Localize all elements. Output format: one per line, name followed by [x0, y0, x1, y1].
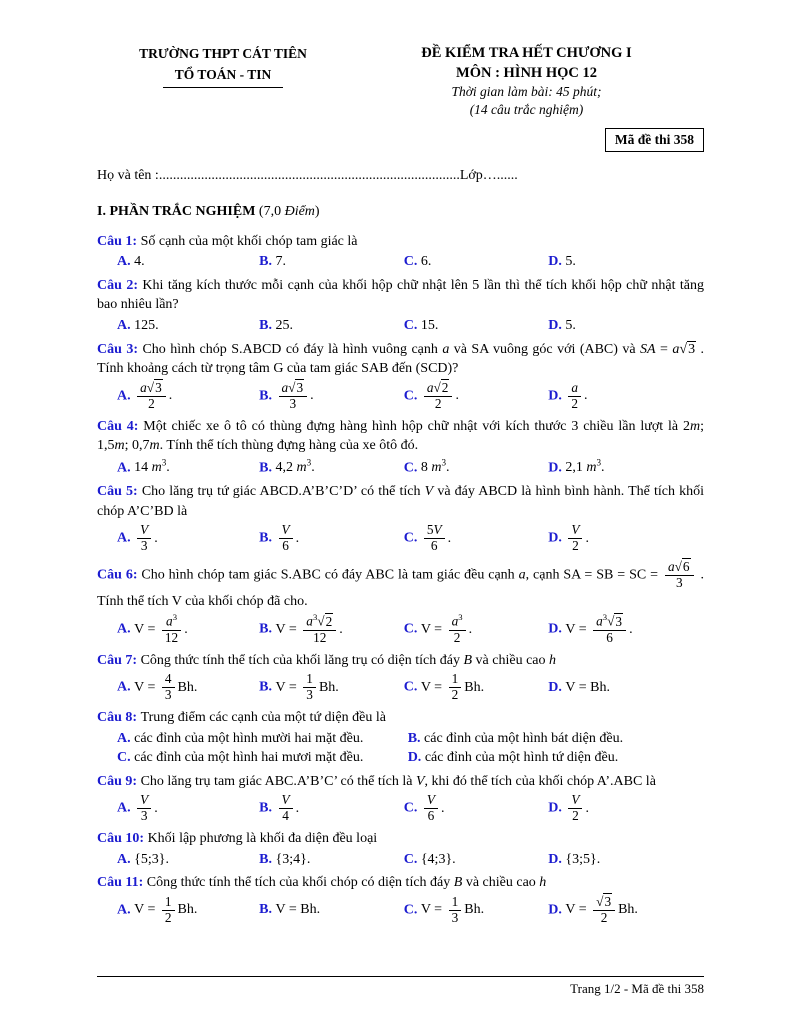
fraction: $\frac{a^3}{12}$ [162, 613, 181, 645]
fraction: $\frac{4}{3}$ [162, 672, 175, 703]
option-d [548, 850, 704, 870]
options-row [97, 522, 704, 555]
option-label: C. [117, 750, 135, 766]
option-content: {4;3}. [420, 851, 456, 867]
options-row [97, 316, 704, 336]
option-c [404, 850, 543, 870]
option-d [548, 612, 704, 646]
option-content: $\frac{V}{4}$ . [276, 801, 300, 816]
school-block [97, 44, 349, 120]
option-b [259, 522, 398, 555]
fraction: $\frac{V}{6}$ [424, 793, 438, 824]
page-footer [97, 976, 704, 998]
option-label: D. [548, 388, 566, 404]
option-content: V = $\frac{√3}{2}$ Bh. [565, 893, 638, 925]
option-a [117, 792, 253, 825]
exam-subject: MÔN : HÌNH HỌC 12 [456, 64, 597, 81]
option-label: A. [117, 851, 135, 867]
option-label: B. [259, 621, 276, 637]
question-2 [97, 276, 704, 336]
option-label: B. [259, 851, 276, 867]
option-a [117, 380, 253, 413]
department-name: TỔ TOÁN - TIN [163, 65, 283, 88]
fraction: $\frac{1}{2}$ [449, 672, 462, 703]
option-label: A. [117, 318, 135, 334]
option-content: V = $\frac{a^3}{12}$ . [134, 612, 188, 645]
option-label: A. [117, 254, 135, 270]
fraction: $\frac{a√2}{2}$ [424, 381, 453, 412]
option-d [548, 894, 704, 927]
option-label: B. [259, 902, 276, 918]
footer-text: Trang 1/2 - Mã đề thi 358 [570, 980, 704, 996]
fraction: $\frac{a√6}{3}$ [665, 560, 694, 591]
options-row [97, 792, 704, 825]
option-content: V = $\frac{a^3√2}{12}$ . [275, 612, 343, 645]
question-9 [97, 772, 704, 825]
question-1 [97, 232, 704, 272]
question-number: Câu 2: [97, 277, 143, 293]
option-label: A. [117, 679, 135, 695]
question-number: Câu 8: [97, 709, 141, 725]
option-content: các đỉnh của một hình mười hai mặt đều. [134, 730, 364, 746]
option-label: A. [117, 800, 135, 816]
question-text: Câu 10: Khối lập phương là khối đa diện đều loại [97, 831, 378, 847]
option-a [117, 729, 402, 749]
question-number: Câu 9: [97, 773, 141, 789]
question-text: Câu 11: Công thức tính thể tích của khối chóp có diện tích đáy B và chiều cao h [97, 875, 547, 891]
option-content: V = $\frac{1}{3}$ Bh. [275, 671, 339, 703]
option-label: C. [403, 621, 421, 637]
option-label: B. [259, 800, 276, 816]
option-content: $\frac{a√3}{2}$ . [134, 388, 172, 403]
option-a [117, 522, 253, 555]
fraction: $\frac{5V}{6}$ [424, 523, 445, 554]
fraction: $\frac{a}{2}$ [568, 381, 581, 412]
option-content: các đỉnh của một hình hai mươi mặt đều. [134, 750, 364, 766]
question-8 [97, 708, 704, 768]
fraction: $\frac{1}{3}$ [449, 895, 462, 926]
option-content: $\frac{V}{2}$ . [565, 531, 589, 546]
sqrt-expression: √3 [596, 893, 612, 909]
option-label: B. [407, 730, 425, 746]
options-row [97, 380, 704, 413]
option-label: C. [403, 388, 421, 404]
question-text: Câu 5: Cho lăng trụ tứ giác ABCD.A’B’C’D’ có thể tích V và đáy ABCD là hình bình hành. Thể tích khối chóp A’C’BD là [97, 484, 704, 519]
options-row [97, 252, 704, 272]
option-a [117, 612, 253, 646]
option-content: 15. [420, 318, 439, 334]
option-a [117, 850, 253, 870]
option-content: V = $\frac{a^3√3}{6}$ . [565, 612, 633, 645]
header [97, 44, 704, 120]
question-4 [97, 417, 704, 478]
option-content: V = $\frac{1}{3}$ Bh. [420, 893, 485, 925]
fraction: $\frac{V}{2}$ [568, 793, 582, 824]
option-content: 25. [275, 318, 294, 334]
option-content: V = Bh. [565, 679, 610, 695]
exam-code-box: Mã đề thi 358 [605, 128, 704, 153]
option-content: 6. [420, 254, 432, 270]
option-content: 4. [134, 254, 145, 270]
question-text: Câu 8: Trung điểm các cạnh của một tứ diện đều là [97, 709, 386, 725]
options-row [97, 894, 704, 927]
option-c [404, 612, 543, 646]
question-number: Câu 11: [97, 875, 147, 891]
option-label: A. [117, 530, 135, 546]
question-text: Câu 7: Công thức tính thể tích của khối lăng trụ có diện tích đáy B và chiều cao h [97, 652, 556, 668]
sqrt-expression: √2 [317, 613, 333, 629]
option-label: B. [259, 460, 276, 476]
exam-title-block [349, 44, 704, 120]
option-c [404, 316, 543, 336]
option-label: D. [548, 851, 566, 867]
option-content: {3;5}. [565, 851, 601, 867]
option-label: A. [117, 902, 135, 918]
option-label: C. [403, 679, 421, 695]
option-content: 5. [565, 254, 576, 270]
option-content: các đỉnh của một hình bát diện đều. [424, 730, 624, 746]
exam-code-row [97, 128, 704, 153]
option-content: V = Bh. [275, 902, 321, 918]
option-label: B. [259, 388, 276, 404]
option-content: $\frac{a√2}{2}$ . [421, 388, 459, 403]
question-text: Câu 9: Cho lăng trụ tam giác ABC.A’B’C’ có thể tích là V, khi đó thể tích của khối chóp A’.ABC là [97, 773, 656, 789]
options-row [97, 457, 704, 478]
question-number: Câu 5: [97, 484, 142, 500]
option-content: $\frac{5V}{6}$ . [421, 531, 451, 546]
option-label: A. [117, 730, 135, 746]
question-text: Câu 1: Số cạnh của một khối chóp tam giác là [97, 233, 358, 249]
sqrt-expression: √2 [433, 379, 449, 395]
fraction: $\frac{V}{3}$ [137, 793, 151, 824]
option-c [404, 792, 543, 825]
option-b [259, 380, 398, 413]
option-content: {3;4}. [275, 851, 311, 867]
options-row [97, 671, 704, 704]
sqrt-expression: √3 [146, 379, 162, 395]
option-d [548, 522, 704, 555]
option-content: $\frac{a√3}{3}$ . [276, 388, 314, 403]
option-label: A. [117, 460, 135, 476]
fraction: $\frac{V}{3}$ [137, 523, 151, 554]
option-content: $\frac{V}{3}$ . [134, 531, 158, 546]
exam-time: Thời gian làm bài: 45 phút; [451, 84, 602, 100]
option-d [548, 792, 704, 825]
question-number: Câu 7: [97, 652, 141, 668]
option-b [259, 252, 398, 272]
section-heading: I. PHẦN TRẮC NGHIỆM (7,0 Điểm) [97, 204, 320, 220]
fraction: $\frac{√3}{2}$ [593, 895, 615, 926]
option-label: D. [548, 679, 566, 695]
option-b [259, 792, 398, 825]
option-content: 7. [275, 254, 287, 270]
option-content: V = $\frac{a^3}{2}$ . [420, 612, 473, 645]
option-content: 5. [565, 318, 576, 334]
sqrt-expression: √3 [288, 379, 304, 395]
option-b [259, 612, 398, 646]
option-d [548, 457, 704, 478]
question-11 [97, 873, 704, 926]
question-6 [97, 559, 704, 647]
option-b [259, 900, 398, 920]
options-row [97, 612, 704, 646]
option-content: 2,1 $m^3$. [565, 457, 605, 476]
question-number: Câu 6: [97, 567, 142, 583]
option-d [548, 316, 704, 336]
option-content: $\frac{V}{6}$ . [276, 531, 300, 546]
option-content: 8 $m^3$. [420, 457, 450, 476]
option-a [117, 316, 253, 336]
option-content: $\frac{V}{6}$ . [421, 801, 445, 816]
option-d [548, 678, 704, 698]
option-label: D. [548, 800, 566, 816]
fraction: $\frac{a^3}{2}$ [449, 613, 466, 645]
fraction: $\frac{V}{2}$ [568, 523, 582, 554]
option-c [117, 748, 402, 768]
question-number: Câu 1: [97, 233, 141, 249]
option-b [259, 850, 398, 870]
option-c [404, 252, 543, 272]
option-content: 14 $m^3$. [134, 457, 170, 476]
fraction: $\frac{a√3}{2}$ [137, 381, 166, 412]
option-label: D. [548, 254, 566, 270]
option-content: V = $\frac{1}{2}$ Bh. [134, 893, 198, 925]
option-label: B. [259, 318, 276, 334]
option-label: C. [403, 530, 421, 546]
option-content: $\frac{a}{2}$ . [565, 388, 587, 403]
option-label: A. [117, 388, 135, 404]
option-a [117, 671, 253, 704]
option-c [404, 380, 543, 413]
option-label: D. [548, 902, 566, 918]
option-content: 4,2 $m^3$. [275, 457, 315, 476]
sqrt-expression: √3 [607, 613, 623, 629]
fraction: $\frac{a^3√2}{12}$ [303, 613, 336, 645]
question-list [97, 232, 704, 927]
option-label: D. [548, 460, 566, 476]
option-c [404, 894, 543, 927]
option-content: $\frac{V}{2}$ . [565, 801, 589, 816]
school-name: TRƯỜNG THPT CÁT TIÊN [139, 46, 307, 61]
question-text: Câu 6: Cho hình chóp tam giác S.ABC có đáy ABC là tam giác đều cạnh a, cạnh SA = SB = SC = $\frac{a√6}{3}$ . Tính thể tích V của khối chóp đã cho. [97, 558, 704, 609]
option-label: D. [548, 318, 566, 334]
option-label: C. [403, 902, 421, 918]
option-content: 125. [134, 318, 159, 334]
option-content: {5;3}. [134, 851, 169, 867]
option-label: C. [403, 851, 421, 867]
exam-note: (14 câu trắc nghiệm) [469, 102, 584, 118]
option-label: A. [117, 621, 135, 637]
option-label: C. [403, 318, 421, 334]
option-content: các đỉnh của một hình tứ diện đều. [424, 750, 619, 766]
options-row [97, 850, 704, 870]
options-row [97, 729, 704, 768]
exam-title: ĐỀ KIỂM TRA HẾT CHƯƠNG I [421, 45, 632, 61]
option-b [259, 316, 398, 336]
name-line: Họ và tên :......................................................................................Lớp…...... [97, 168, 518, 184]
fraction: $\frac{V}{4}$ [279, 793, 293, 824]
option-label: C. [403, 254, 421, 270]
option-c [404, 457, 543, 478]
fraction: $\frac{a√3}{3}$ [279, 381, 308, 412]
question-10 [97, 829, 704, 869]
option-label: B. [259, 530, 276, 546]
option-content: $\frac{V}{3}$ . [134, 801, 158, 816]
option-b [259, 457, 398, 478]
question-3 [97, 340, 704, 413]
question-text: Câu 2: Khi tăng kích thước mỗi cạnh của khối hộp chữ nhật lên 5 lần thì thể tích khối hộp chữ nhật tăng bao nhiêu lần? [97, 277, 704, 313]
option-label: D. [548, 530, 566, 546]
option-label: B. [259, 679, 276, 695]
option-c [404, 522, 543, 555]
fraction: $\frac{1}{3}$ [303, 672, 316, 703]
option-label: D. [548, 621, 566, 637]
option-d [408, 748, 704, 768]
option-content: V = $\frac{1}{2}$ Bh. [420, 671, 485, 703]
question-number: Câu 4: [97, 418, 144, 434]
option-b [408, 729, 704, 749]
question-text: Câu 3: Cho hình chóp S.ABCD có đáy là hình vuông cạnh a và SA vuông góc với (ABC) và SA = a√3 . Tính khoảng cách từ trọng tâm G của tam giác SAB đến (SCD)? [97, 341, 705, 377]
option-label: B. [259, 254, 276, 270]
question-7 [97, 651, 704, 704]
option-label: D. [407, 750, 425, 766]
option-b [259, 671, 398, 704]
option-d [548, 380, 704, 413]
sqrt-expression: √3 [679, 341, 696, 357]
sqrt-expression: √6 [674, 558, 690, 574]
option-c [404, 671, 543, 704]
fraction: $\frac{1}{2}$ [162, 895, 175, 926]
question-number: Câu 3: [97, 341, 143, 357]
option-a [117, 457, 253, 478]
question-text: Câu 4: Một chiếc xe ô tô có thùng đựng hàng hình hộp chữ nhật với kích thước 3 chiều lần lượt là 2m; 1,5m; 0,7m. Tính thể tích thùng đựng hàng của xe ôtô đó. [97, 418, 704, 454]
option-a [117, 252, 253, 272]
question-5 [97, 482, 704, 555]
option-label: C. [403, 800, 421, 816]
fraction: $\frac{a^3√3}{6}$ [593, 613, 626, 645]
question-number: Câu 10: [97, 831, 148, 847]
option-content: V = $\frac{4}{3}$ Bh. [134, 671, 198, 703]
option-label: C. [403, 460, 421, 476]
option-a [117, 894, 253, 927]
option-d [548, 252, 704, 272]
fraction: $\frac{V}{6}$ [279, 523, 293, 554]
